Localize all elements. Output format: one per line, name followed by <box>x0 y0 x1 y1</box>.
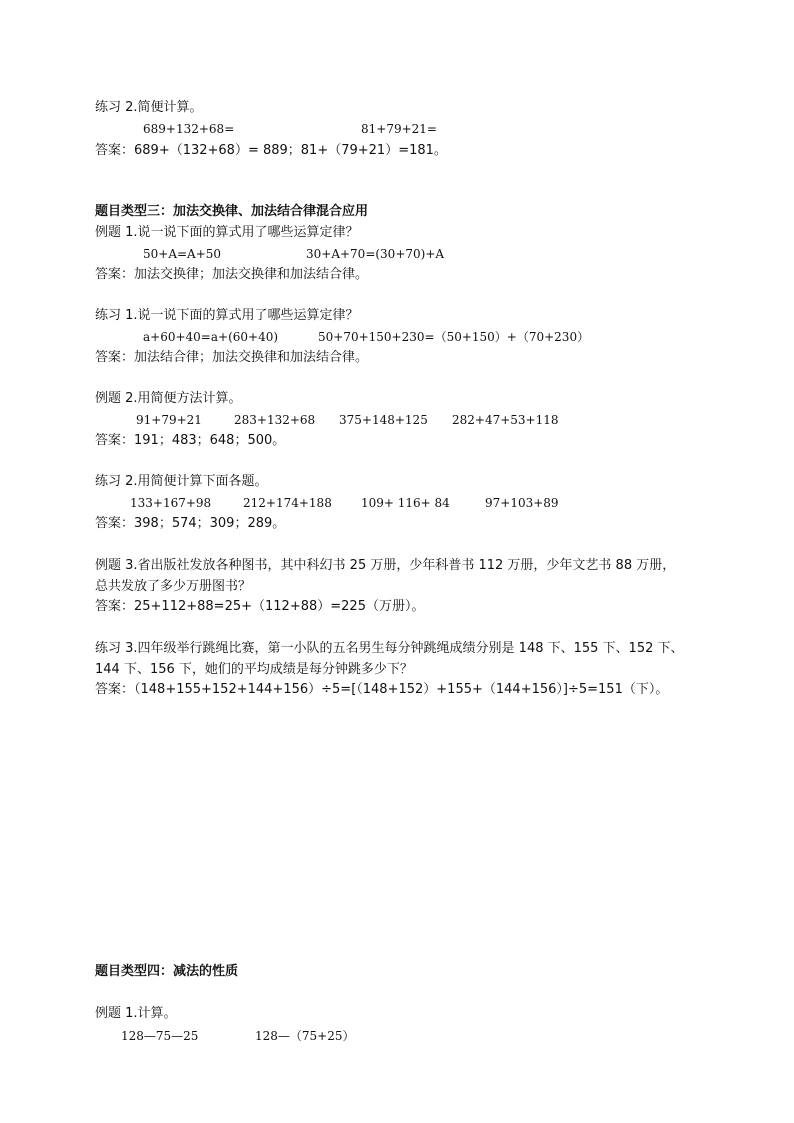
s4-example-1-title: 例题 1.计算。 <box>95 1006 177 1021</box>
s3-example-2-expr-2: 283+132+68 <box>234 413 316 427</box>
s3-practice-3-line-1: 练习 3.四年级举行跳绳比赛，第一小队的五名男生每分钟跳绳成绩分别是 148 下、155 下、152 下、 <box>95 641 684 656</box>
s4-example-1-expr-2: 128—（75+25） <box>255 1029 355 1043</box>
s3-practice-2-title: 练习 2.用简便计算下面各题。 <box>95 474 268 489</box>
s3-practice-1-expr-2: 50+70+150+230=（50+150）+（70+230） <box>318 330 590 344</box>
s3-example-3-line-1: 例题 3.省出版社发放各种图书，其中科幻书 25 万册，少年科普书 112 万册，少年文艺书 88 万册， <box>95 558 676 573</box>
practice-2-expr-1: 689+132+68= <box>143 122 235 136</box>
s3-example-3-answer: 答案：25+112+88=25+（112+88）=225（万册）。 <box>95 599 425 614</box>
s3-example-2-answer: 答案：191；483；648；500。 <box>95 433 286 448</box>
s3-example-1-expr-2: 30+A+70=(30+70)+A <box>306 247 445 261</box>
s3-example-3-line-2: 总共发放了多少万册图书？ <box>95 579 252 594</box>
s3-practice-3-answer: 答案：（148+155+152+144+156）÷5=[（148+152）+155+（144+156）]÷5=151（下）。 <box>95 682 669 697</box>
s3-example-1-answer: 答案：加法交换律；加法交换律和加法结合律。 <box>95 267 369 282</box>
practice-2-answer: 答案：689+（132+68）= 889；81+（79+21）=181。 <box>95 143 447 158</box>
practice-2-title: 练习 2.简便计算。 <box>95 100 203 115</box>
s4-example-1-expr-1: 128—75—25 <box>121 1029 199 1043</box>
section-4-heading: 题目类型四：减法的性质 <box>95 964 239 979</box>
s3-practice-1-expr-1: a+60+40=a+(60+40) <box>143 330 279 344</box>
s3-example-1-title: 例题 1.说一说下面的算式用了哪些运算定律？ <box>95 225 359 240</box>
s3-example-2-expr-1: 91+79+21 <box>136 413 202 427</box>
s3-example-2-expr-3: 375+148+125 <box>339 413 428 427</box>
s3-practice-2-expr-3: 109+ 116+ 84 <box>361 496 450 510</box>
s3-practice-2-expr-2: 212+174+188 <box>243 496 332 510</box>
section-3-heading: 题目类型三：加法交换律、加法结合律混合应用 <box>95 204 369 219</box>
s3-example-2-expr-4: 282+47+53+118 <box>452 413 559 427</box>
s3-practice-1-title: 练习 1.说一说下面的算式用了哪些运算定律？ <box>95 308 359 323</box>
s3-example-1-expr-1: 50+A=A+50 <box>143 247 222 261</box>
s3-practice-2-answer: 答案：398；574；309；289。 <box>95 516 286 531</box>
s3-example-2-title: 例题 2.用简便方法计算。 <box>95 391 242 406</box>
practice-2-expr-2: 81+79+21= <box>361 122 437 136</box>
s3-practice-1-answer: 答案：加法结合律；加法交换律和加法结合律。 <box>95 350 369 365</box>
s3-practice-2-expr-1: 133+167+98 <box>130 496 212 510</box>
s3-practice-3-line-2: 144 下、156 下，她们的平均成绩是每分钟跳多少下？ <box>95 662 413 677</box>
s3-practice-2-expr-4: 97+103+89 <box>485 496 559 510</box>
